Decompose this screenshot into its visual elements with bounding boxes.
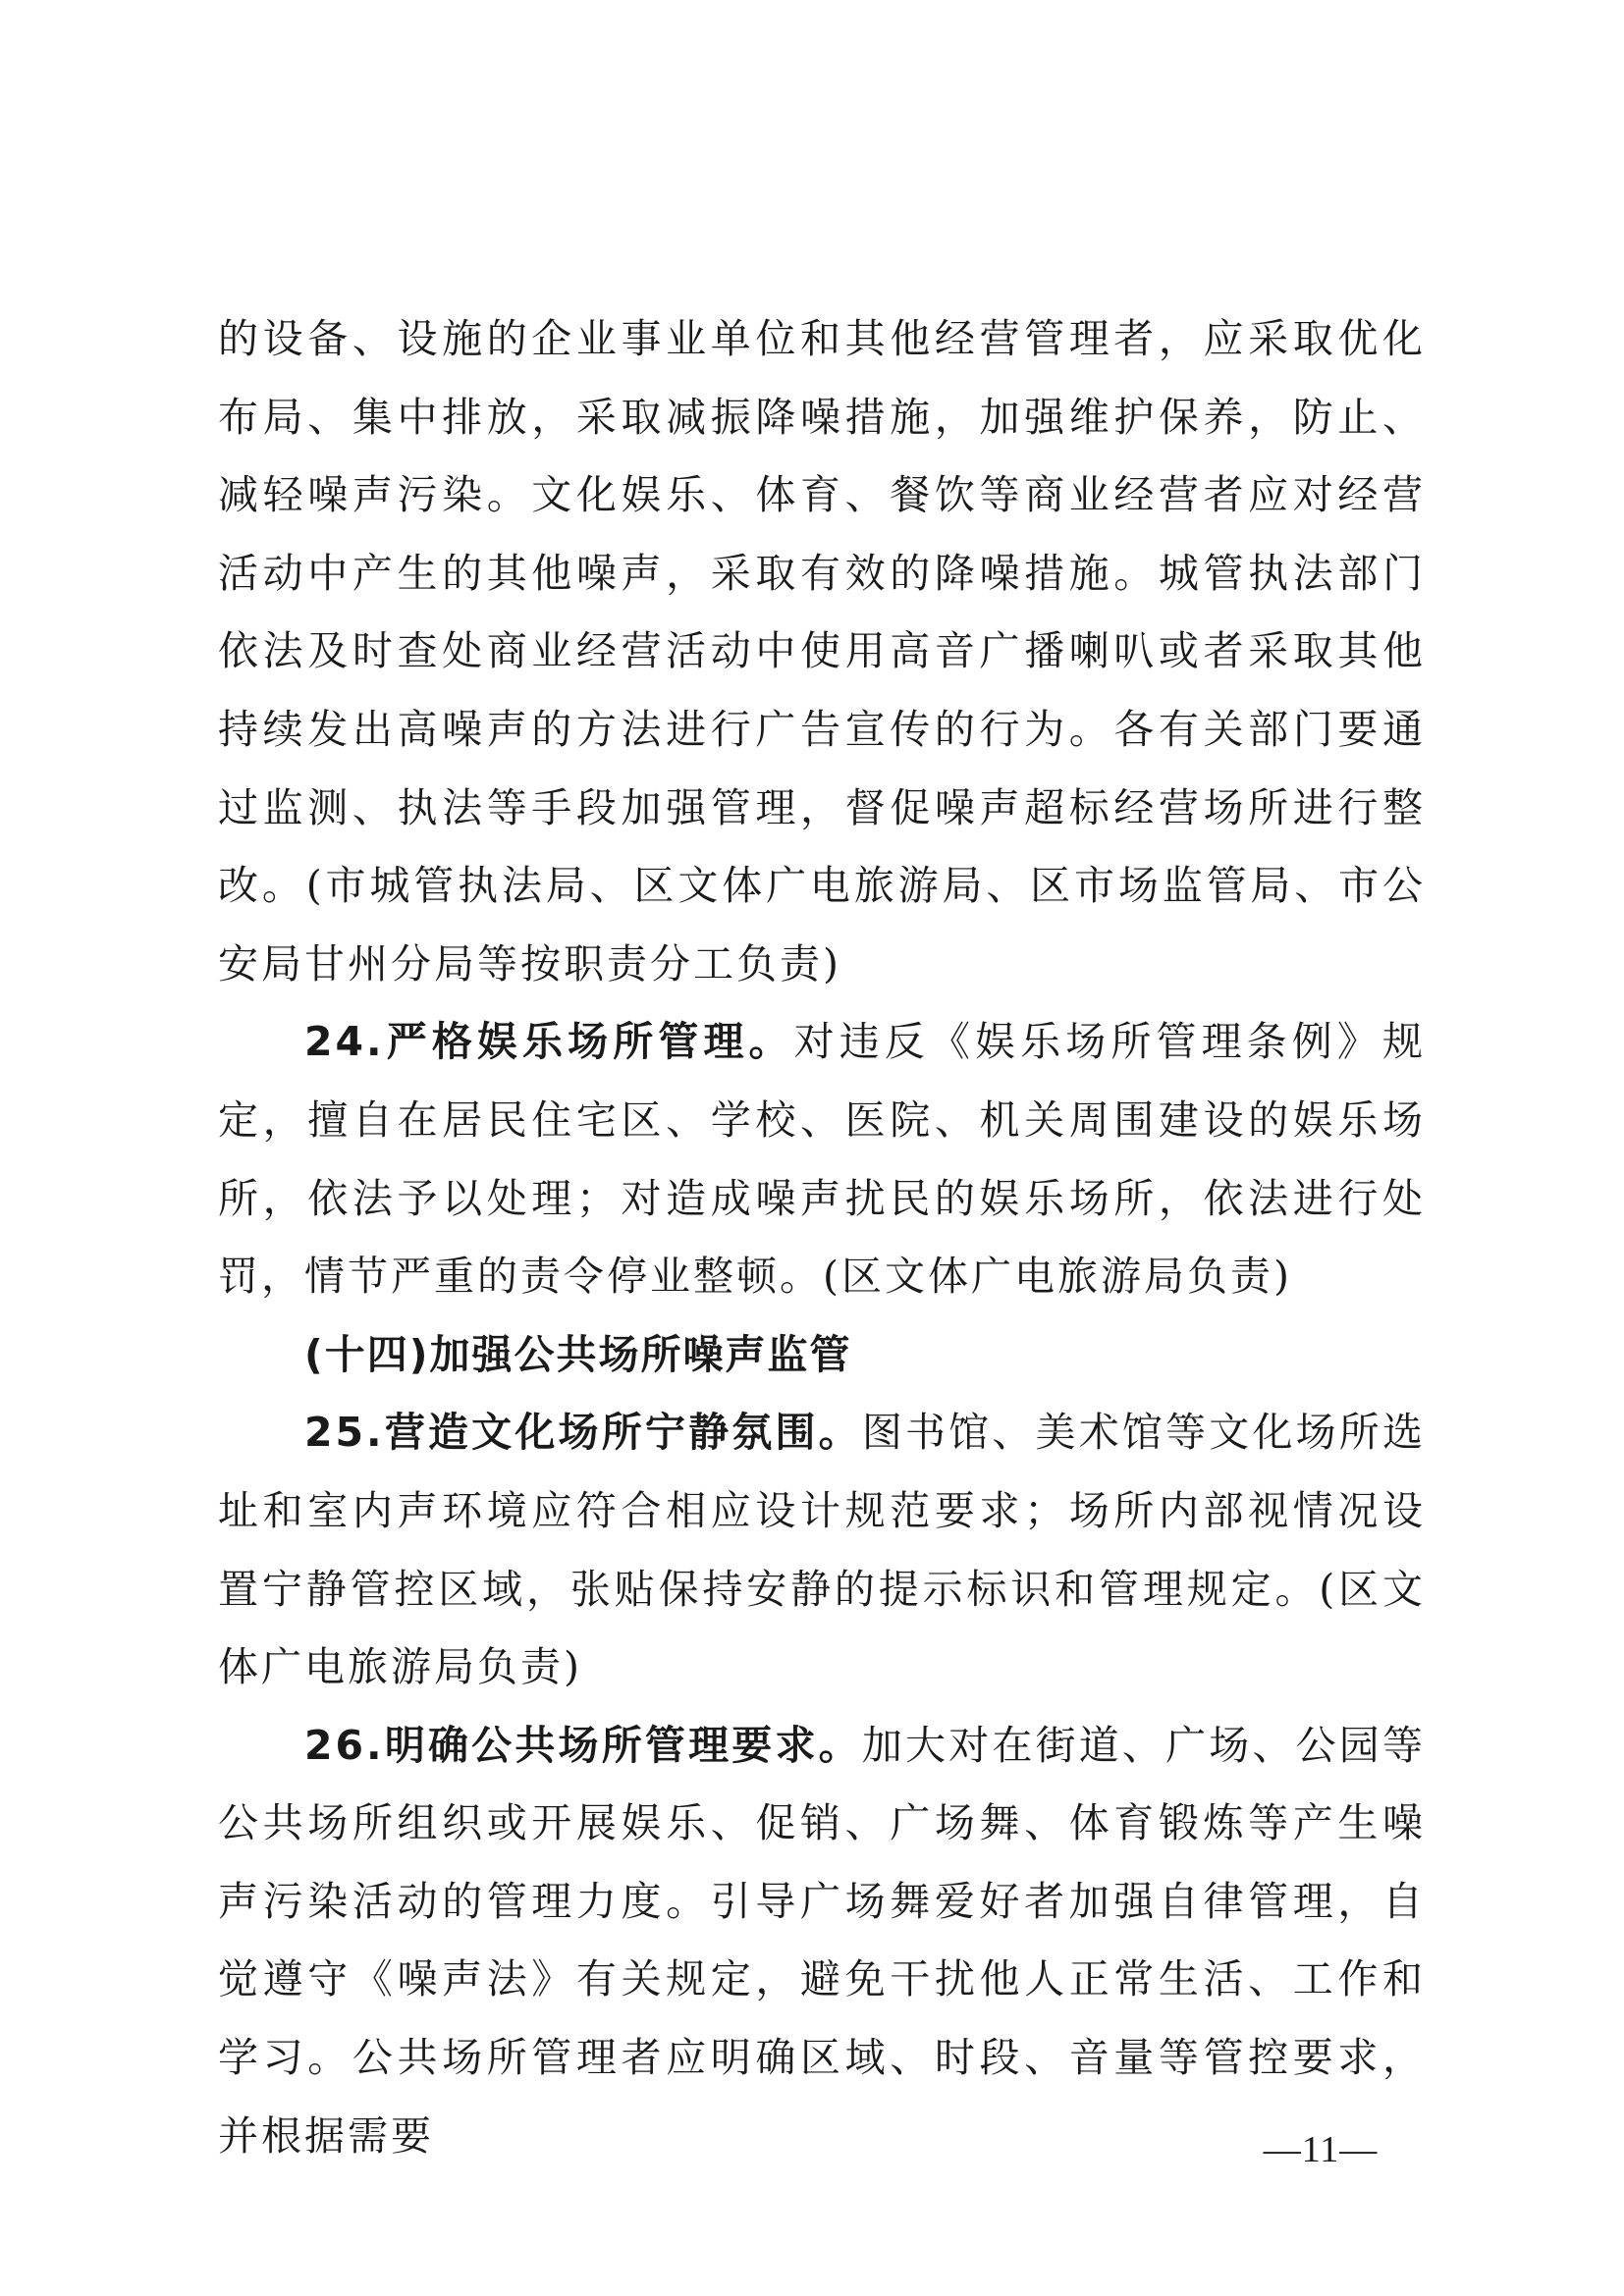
page-number: —11— bbox=[1263, 2129, 1379, 2170]
paragraph-item-26 bbox=[218, 1707, 1426, 2176]
paragraph-item-25 bbox=[218, 1394, 1426, 1706]
paragraph-item-24 bbox=[218, 1003, 1426, 1315]
paragraph-text: 图书馆、美术馆等文化场所选址和室内声环境应符合相应设计规范要求；场所内部视情况设置宁静管控区域，张贴保持安静的提示标识和管理规定。(区文体广电旅游局负责) bbox=[218, 1409, 1426, 1691]
section-heading: (十四)加强公共场所噪声监管 bbox=[304, 1330, 852, 1378]
paragraph-text: 加大对在街道、广场、公园等公共场所组织或开展娱乐、促销、广场舞、体育锻炼等产生噪声污染活动的管理力度。引导广场舞爱好者加强自律管理，自觉遵守《噪声法》有关规定，避免干扰他人正常生活、工作和学习。公共场所管理者应明确区域、时段、音量等管控要求，并根据需要 bbox=[218, 1721, 1426, 2160]
paragraph-text: 对违反《娱乐场所管理条例》规定，擅自在居民住宅区、学校、医院、机关周围建设的娱乐场所，依法予以处理；对造成噪声扰民的娱乐场所，依法进行处罚，情节严重的责令停业整顿。(区文体广电旅游局负责) bbox=[218, 1018, 1426, 1301]
paragraph-text: 的设备、设施的企业事业单位和其他经营管理者，应采取优化布局、集中排放，采取减振降噪措施，加强维护保养，防止、减轻噪声污染。文化娱乐、体育、餐饮等商业经营者应对经营活动中产生的其他噪声，采取有效的降噪措施。城管执法部门依法及时查处商业经营活动中使用高音广播喇叭或者采取其他持续发出高噪声的方法进行广告宣传的行为。各有关部门要通过监测、执法等手段加强管理，督促噪声超标经营场所进行整改。(市城管执法局、区文体广电旅游局、区市场监管局、市公安局甘州分局等按职责分工负责) bbox=[218, 315, 1426, 988]
body-text bbox=[218, 300, 1426, 2175]
item-heading: 25.营造文化场所宁静氛围。 bbox=[304, 1409, 862, 1457]
item-heading: 26.明确公共场所管理要求。 bbox=[304, 1721, 862, 1769]
paragraph-continued bbox=[218, 300, 1426, 1003]
item-heading: 24.严格娱乐场所管理。 bbox=[304, 1018, 794, 1066]
